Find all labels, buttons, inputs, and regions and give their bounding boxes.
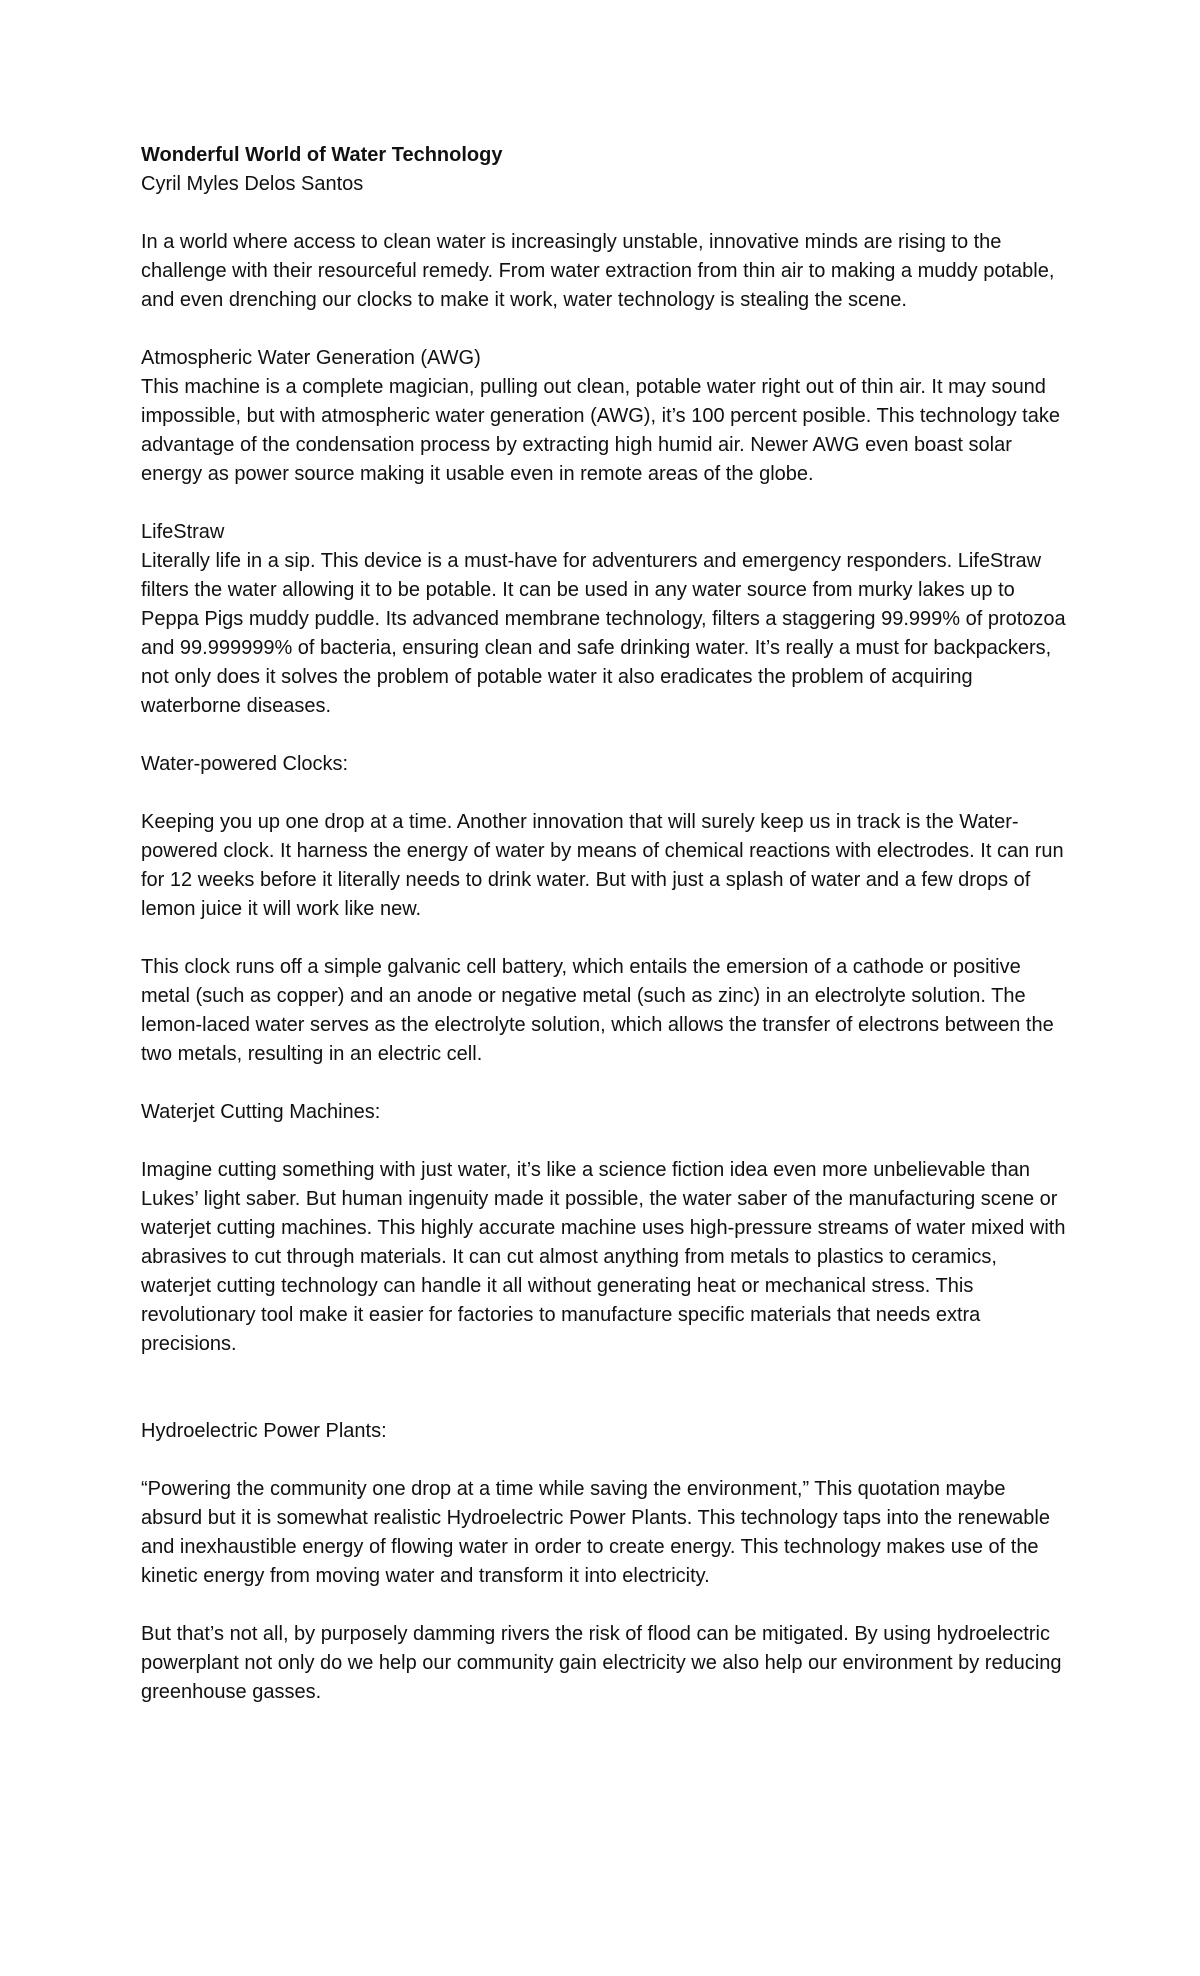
- document-body: [141, 141, 1071, 1707]
- section-paragraph-waterjet: Imagine cutting something with just water, it’s like a science fiction idea even more unbelievable than Lukes’ light saber. But human ingenuity made it possible, the water saber of the manufacturing scene or waterjet cutting machines. This highly accurate machine uses high-pressure streams of water mixed with abrasives to cut through materials. It can cut almost anything from metals to plastics to ceramics, waterjet cutting technology can handle it all without generating heat or mechanical stress. This revolutionary tool make it easier for factories to manufacture specific materials that needs extra precisions.: [141, 1159, 1066, 1355]
- section-paragraph-awg: This machine is a complete magician, pulling out clean, potable water right out of thin air. It may sound impossible, but with atmospheric water generation (AWG), it’s 100 percent posible. This technology take advantage of the condensation process by extracting high humid air. Newer AWG even boast solar energy as power source making it usable even in remote areas of the globe.: [141, 376, 1060, 485]
- document-title: Wonderful World of Water Technology: [141, 144, 503, 166]
- section-heading-hydroelectric: Hydroelectric Power Plants:: [141, 1420, 387, 1442]
- paragraph-spacer: [141, 1069, 1071, 1098]
- paragraph-spacer: [141, 199, 1071, 228]
- paragraph-spacer: [141, 1127, 1071, 1156]
- section-paragraph-hydroelectric-2: But that’s not all, by purposely damming rivers the risk of flood can be mitigated. By using hydroelectric powerplant not only do we help our community gain electricity we also help our environment by reducing greenhouse gasses.: [141, 1623, 1062, 1703]
- section-heading-water-clocks: Water-powered Clocks:: [141, 753, 349, 775]
- paragraph-spacer: [141, 721, 1071, 750]
- section-heading-lifestraw: LifeStraw: [141, 521, 225, 543]
- paragraph-spacer: [141, 924, 1071, 953]
- document-author: Cyril Myles Delos Santos: [141, 173, 364, 195]
- section-heading-waterjet: Waterjet Cutting Machines:: [141, 1101, 381, 1123]
- paragraph-spacer: [141, 1359, 1071, 1417]
- paragraph-spacer: [141, 315, 1071, 344]
- section-paragraph-lifestraw: Literally life in a sip. This device is a must-have for adventurers and emergency responders. LifeStraw filters the water allowing it to be potable. It can be used in any water source from murky lakes up to Peppa Pigs muddy puddle. Its advanced membrane technology, filters a staggering 99.999% of protozoa and 99.999999% of bacteria, ensuring clean and safe drinking water. It’s really a must for backpackers, not only does it solves the problem of potable water it also eradicates the problem of acquiring waterborne diseases.: [141, 550, 1066, 717]
- section-paragraph-hydroelectric-1: “Powering the community one drop at a time while saving the environment,” This quotation maybe absurd but it is somewhat realistic Hydroelectric Power Plants. This technology taps into the renewable and inexhaustible energy of flowing water in order to create energy. This technology makes use of the kinetic energy from moving water and transform it into electricity.: [141, 1478, 1050, 1587]
- paragraph-spacer: [141, 1446, 1071, 1475]
- section-paragraph-water-clocks-2: This clock runs off a simple galvanic cell battery, which entails the emersion of a cathode or positive metal (such as copper) and an anode or negative metal (such as zinc) in an electrolyte solution. The lemon-laced water serves as the electrolyte solution, which allows the transfer of electrons between the two metals, resulting in an electric cell.: [141, 956, 1054, 1065]
- paragraph-spacer: [141, 1591, 1071, 1620]
- paragraph-spacer: [141, 779, 1071, 808]
- paragraph-spacer: [141, 489, 1071, 518]
- intro-paragraph: In a world where access to clean water is increasingly unstable, innovative minds are rising to the challenge with their resourceful remedy. From water extraction from thin air to making a muddy potable, and even drenching our clocks to make it work, water technology is stealing the scene.: [141, 231, 1055, 311]
- section-heading-awg: Atmospheric Water Generation (AWG): [141, 347, 481, 369]
- section-paragraph-water-clocks-1: Keeping you up one drop at a time. Another innovation that will surely keep us in track is the Water-powered clock. It harness the energy of water by means of chemical reactions with electrodes. It can run for 12 weeks before it literally needs to drink water. But with just a splash of water and a few drops of lemon juice it will work like new.: [141, 811, 1064, 920]
